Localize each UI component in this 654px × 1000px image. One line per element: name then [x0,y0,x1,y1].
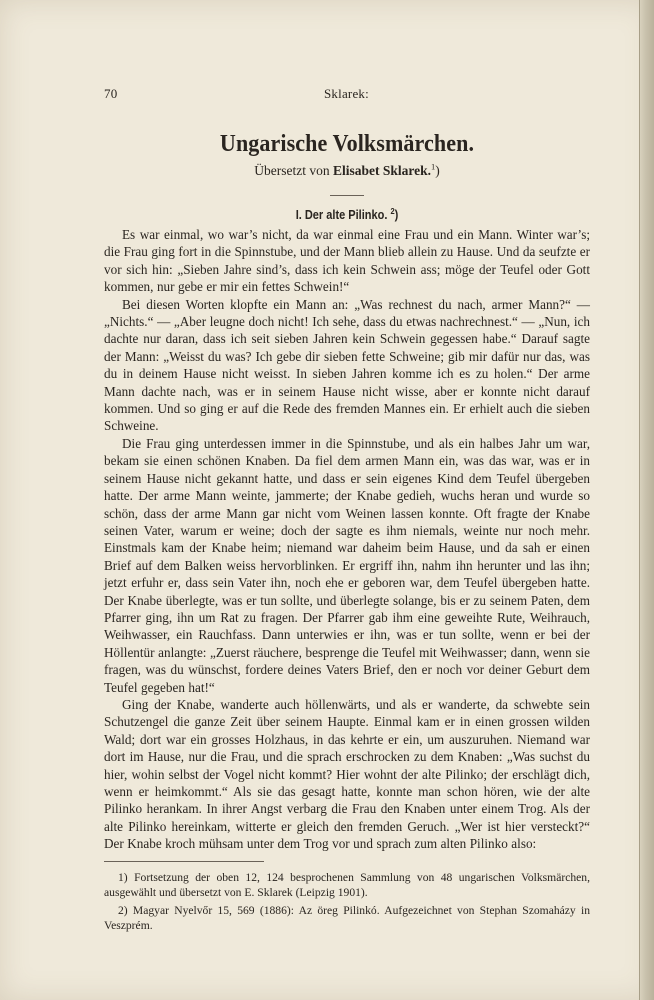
story-body [104,226,590,853]
footnote-ref-1[interactable]: 1 [431,161,436,172]
section-heading-suffix: ) [394,208,399,222]
section-heading-text: I. Der alte Pilinko. [295,208,388,222]
next-page-edge [639,0,654,1000]
subtitle-prefix: Übersetzt von [254,163,333,178]
paragraph: Ging der Knabe, wanderte auch höllenwärts, und als er wanderte, da schwebte sein Schutzengel die ganze Zeit über seinem Haupte. Einmal kam er in einen grossen wilden Wald; dort war ein grosses Holzhaus, in das kehrte er ein, um auszuruhen. Niemand war dort im Hause, nur die Frau, und die sprach erschrocken zu dem Knaben: „Was suchst du hier, wohin selbst der Vogel nicht kommt? Hier wohnt der alte Pilinko; der erschlägt dich, wenn er heimkommt.“ Als sie das gesagt hatte, konnte man schon hören, wie der alte Pilinko herankam. In ihrer Angst verbarg die Frau den Knaben unter einem Trog. Als der alte Pilinko hereinkam, witterte er gleich den fremden Geruch. „Wer ist hier versteckt?“ Der Knabe kroch mühsam unter dem Trog vor und sprach zum alten Pilinko also: [104,696,590,852]
article-subtitle [104,163,590,179]
paragraph: Die Frau ging unterdessen immer in die Spinnstube, und als ein halbes Jahr um war, bekam sie einen schönen Knaben. Da fiel dem armen Mann ein, was das war, was er in seinem Hause nicht gekannt hatte, und dass er sein eigenes Kind dem Teufel übergeben hatte. Der arme Mann weinte, jammerte; der Knabe gedieh, wuchs heran und wurde so schön, dass der arme Mann gar nicht vom Weinen lassen konnte. Oft fragte der Knabe seinen Vater, warum er weine; doch der sagte es ihm niemals, weinte nur noch mehr. Einstmals kam der Knabe heim; niemand war daheim beim Hause, und da sah er einen Brief auf dem Balken weiss hervorblinken. Er ergriff ihn, nahm ihn herunter und las ihn; jetzt erfuhr er, dass sein Vater ihn, noch ehe er geboren war, dem Teufel übergeben hatte. Der Knabe überlegte, was er tun sollte, und überlegte solange, bis er zu seinem Paten, dem Pfarrer ging, ihn um Rat zu fragen. Der Pfarrer gab ihm eine geweihte Rute, Weihrauch, Weihwasser, ein Rauchfass. Dann unterwies er ihn, was er tun sollte, wenn er bei der Höllentür anlangte: „Zuerst räuchere, besprenge die Teufel mit Weihwasser; dann, wenn sie fragen, was du wünschst, fordere deines Vaters Brief, den er noch vor deiner Geburt dem Teufel gegeben hat!“ [104,435,590,695]
article-title: Ungarische Volksmärchen. [219,130,475,157]
title-divider [330,195,364,196]
footnote-ref-2[interactable]: 2 [390,205,395,216]
subtitle-suffix: ) [435,163,440,178]
page-content [104,86,590,936]
footnote-divider [104,861,264,862]
paragraph: Es war einmal, wo war’s nicht, da war einmal eine Frau und ein Mann. Winter war’s; die Frau ging fort in die Spinnstube, und der Mann blieb allein zu Hause. Und da seufzte er vor sich hin: „Sieben Jahre sind’s, dass ich kein Schwein ass; möge der Teufel oder Gott kommen, nur gebe er mir ein fettes Schwein!“ [104,227,590,295]
running-head: Sklarek: [324,86,369,101]
section-heading [133,205,561,222]
footnote-2: 2) Magyar Nyelvőr 15, 569 (1886): Az öreg Pilinkó. Aufgezeichnet von Stephan Szomaházy in Veszprém. [104,903,590,932]
author-name: Elisabet Sklarek. [332,163,431,178]
footnote-1: 1) Fortsetzung der oben 12, 124 besprochenen Sammlung von 48 ungarischen Volksmärchen, ausgewählt und übersetzt von E. Sklarek (Leipzig 1901). [104,870,590,899]
page-number: 70 [104,86,118,101]
paragraph: Bei diesen Worten klopfte ein Mann an: „Was rechnest du nach, armer Mann?“ — „Nichts.“ — „Aber leugne doch nicht! Ich sehe, dass du etwas nachrechnest.“ — „Nun, ich dachte nur daran, dass ich seit sieben Jahren kein Schwein gegessen habe.“ Darauf sagte der Mann: „Weisst du was? Ich gebe dir sieben fette Schweine; gib mir dafür nur das, was du in deinem Hause nicht weisst. In sieben Jahren komme ich es zu holen.“ Der arme Mann dachte nach, was er in seinem Hause nicht wisse, aber er konnte nicht darauf kommen. Und so ging er auf die Rede des fremden Mannes ein. Er erhielt auch die sieben Schweine. [104,296,590,434]
page-header [104,86,590,102]
footnotes [104,870,590,933]
